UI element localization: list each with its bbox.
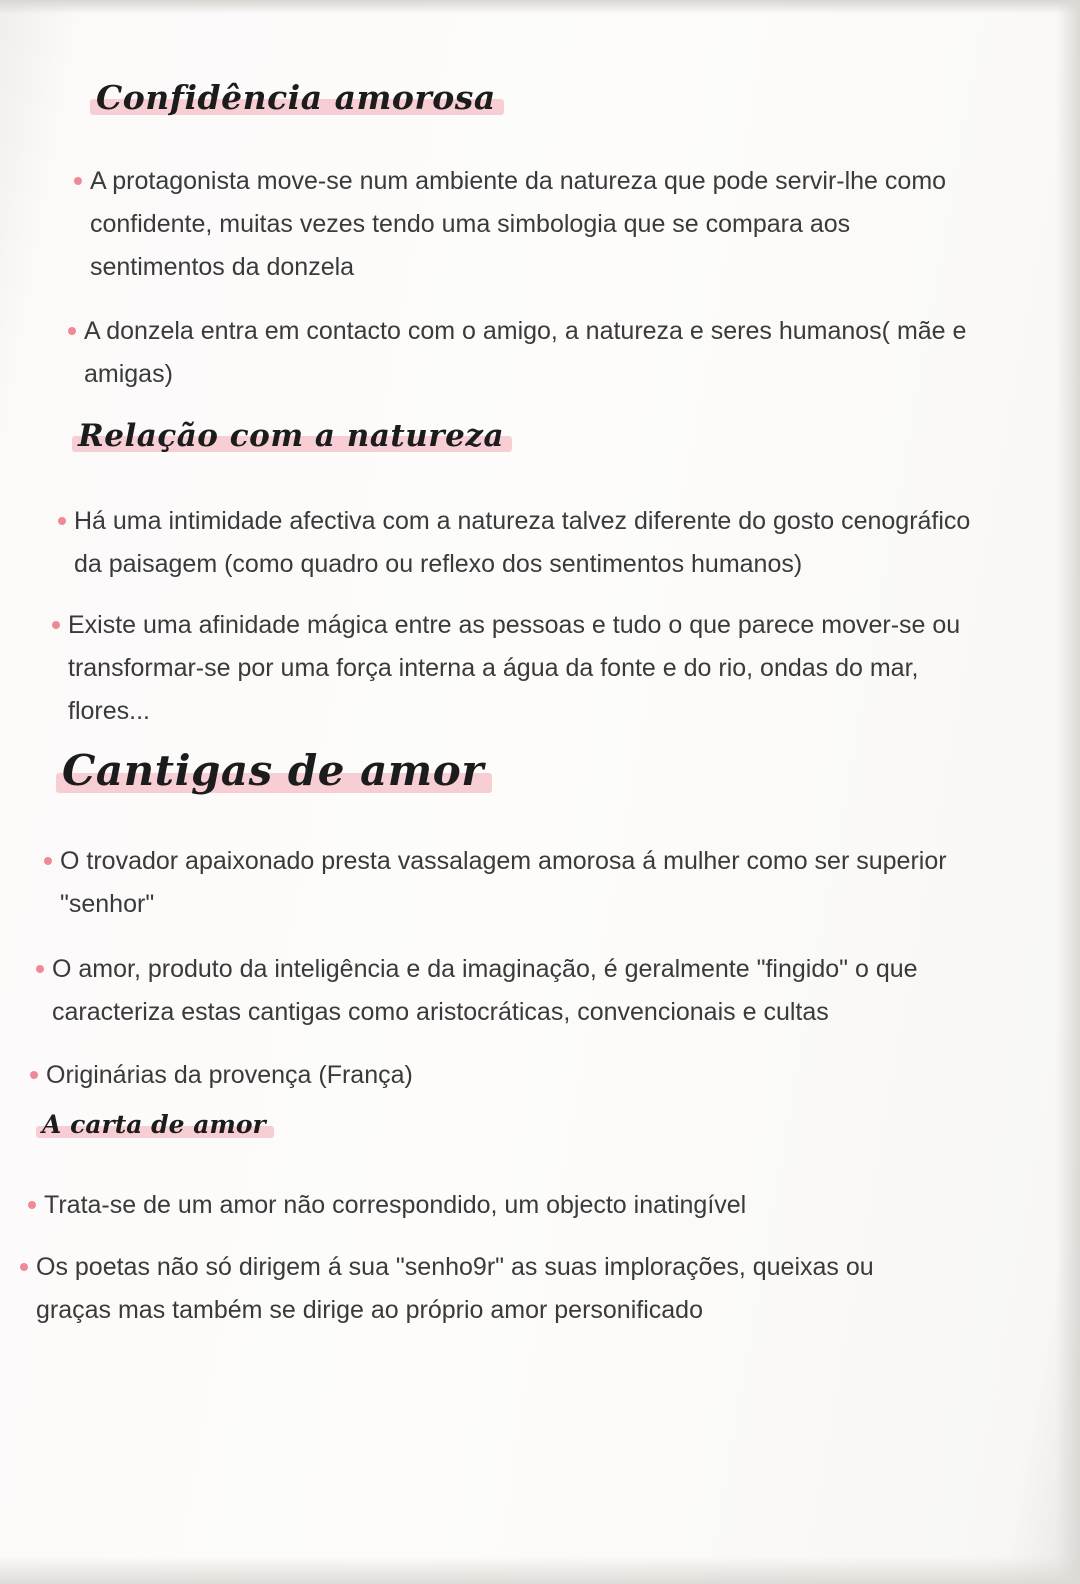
- bullet-item: Há uma intimidade afectiva com a natureza talvez diferente do gosto cenográfico da paisagem (como quadro ou reflexo dos sentimentos humanos): [74, 500, 974, 586]
- bullet-item: A donzela entra em contacto com o amigo, a natureza e seres humanos( mãe e amigas): [84, 310, 992, 396]
- heading-cantigas-de-amor: Cantigas de amor: [62, 746, 484, 795]
- heading-confidencia-amorosa: Confidência amorosa: [96, 78, 496, 117]
- bullet-dot-icon: [36, 965, 44, 973]
- bullet-dot-icon: [58, 517, 66, 525]
- bullet-item: O trovador apaixonado presta vassalagem amorosa á mulher como ser superior "senhor": [60, 840, 972, 926]
- bullet-dot-icon: [74, 177, 82, 185]
- bullet-dot-icon: [28, 1201, 36, 1209]
- bullet-dot-icon: [30, 1071, 38, 1079]
- page-top-edge: [0, 0, 1080, 14]
- bullet-dot-icon: [68, 327, 76, 335]
- bullet-item: Originárias da provença (França): [46, 1054, 946, 1097]
- bullet-dot-icon: [52, 621, 60, 629]
- bullet-item: Trata-se de um amor não correspondido, um objecto inatingível: [44, 1184, 944, 1227]
- bullet-item: Os poetas não só dirigem á sua "senho9r" as suas implorações, queixas ou graças mas também se dirige ao próprio amor personificado: [36, 1246, 936, 1332]
- bullet-item: A protagonista move-se num ambiente da natureza que pode servir-lhe como confidente, muitas vezes tendo uma simbologia que se compara aos sentimentos da donzela: [90, 160, 990, 289]
- heading-relacao-natureza: Relação com a natureza: [78, 418, 504, 454]
- bullet-item: Existe uma afinidade mágica entre as pessoas e tudo o que parece mover-se ou transformar-se por uma força interna a água da fonte e do rio, ondas do mar, flores...: [68, 604, 974, 733]
- heading-carta-de-amor: A carta de amor: [42, 1110, 266, 1139]
- page-bottom-edge: [0, 1556, 1080, 1584]
- bullet-dot-icon: [20, 1263, 28, 1271]
- bullet-dot-icon: [44, 857, 52, 865]
- bullet-item: O amor, produto da inteligência e da imaginação, é geralmente "fingido" o que caracteriza estas cantigas como aristocráticas, convencionais e cultas: [52, 948, 962, 1034]
- page-right-edge: [1056, 0, 1080, 1584]
